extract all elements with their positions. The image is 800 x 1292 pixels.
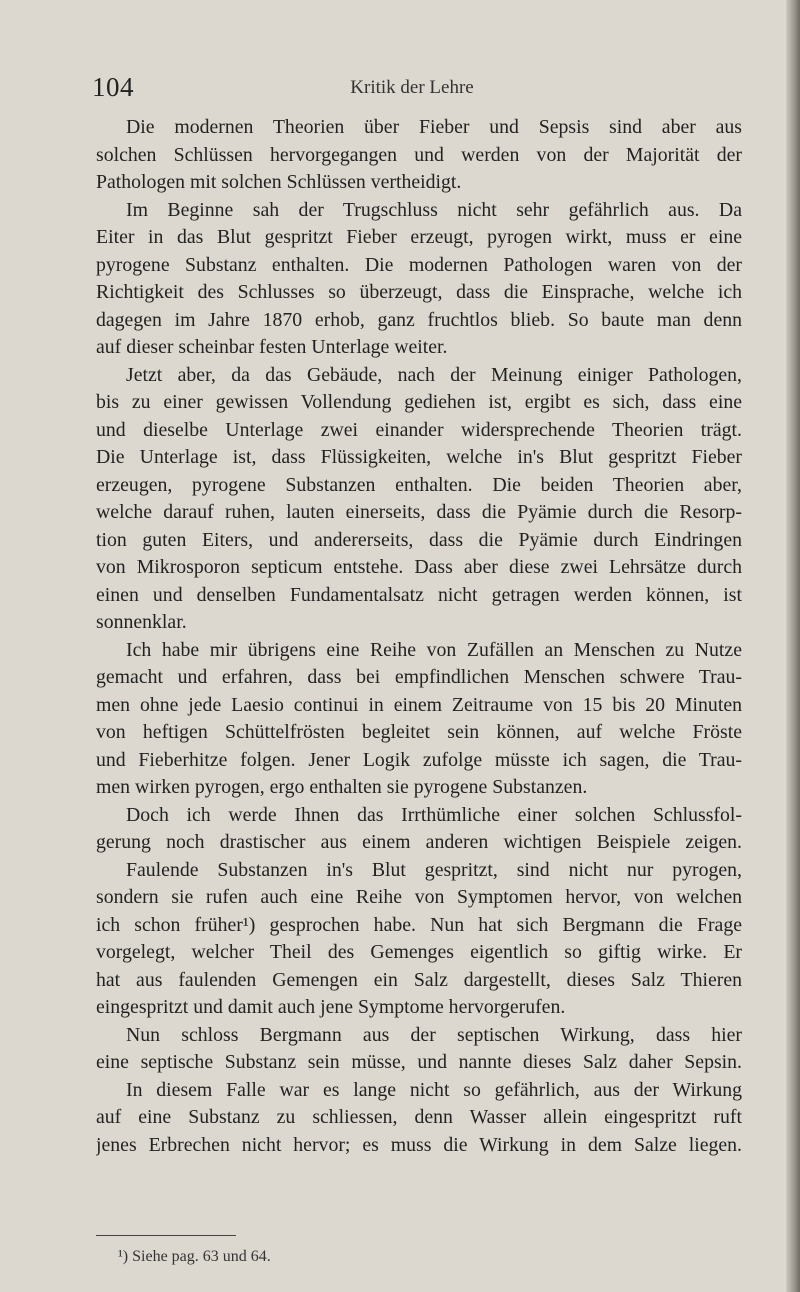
text-line: Die Unterlage ist, dass Flüssigkeiten, welche in's Blut gespritzt Fieber: [96, 446, 742, 468]
body-text: [96, 114, 742, 1159]
text-line: von Mikrosporon septicum entstehe. Dass aber diese zwei Lehrsätze durch: [96, 556, 742, 578]
text-line: hat aus faulenden Gemengen ein Salz dargestellt, dieses Salz Thieren: [96, 968, 742, 991]
text-line: Im Beginne sah der Trugschluss nicht sehr gefährlich aus. Da: [126, 198, 742, 221]
text-line: men ohne jede Laesio continui in einem Zeitraume von 15 bis 20 Minuten: [96, 693, 742, 716]
text-line: ich schon früher¹) gesprochen habe. Nun hat sich Bergmann die Frage: [96, 913, 742, 936]
text-line: Faulende Substanzen in's Blut gespritzt, sind nicht nur pyrogen,: [126, 858, 742, 881]
text-line: dagegen im Jahre 1870 erhob, ganz fruchtlos blieb. So baute man denn: [96, 308, 742, 331]
text-line: men wirken pyrogen, ergo enthalten sie pyrogene Substanzen.: [96, 776, 588, 798]
text-line: einen und denselben Fundamentalsatz nicht getragen werden können, ist: [96, 583, 742, 606]
text-line: tion guten Eiters, und andererseits, dass die Pyämie durch Eindringen: [96, 528, 742, 551]
text-line: jenes Erbrechen nicht hervor; es muss die Wirkung in dem Salze liegen.: [96, 1133, 742, 1156]
text-line: und dieselbe Unterlage zwei einander widersprechende Theorien trägt.: [96, 418, 742, 441]
text-line: sondern sie rufen auch eine Reihe von Symptomen hervor, von welchen: [96, 886, 742, 908]
text-line: erzeugen, pyrogene Substanzen enthalten. Die beiden Theorien aber,: [96, 473, 742, 496]
text-line: eine septische Substanz sein müsse, und nannte dieses Salz daher Sepsin.: [96, 1051, 742, 1073]
text-line: Eiter in das Blut gespritzt Fieber erzeugt, pyrogen wirkt, muss er eine: [96, 226, 742, 248]
text-line: Nun schloss Bergmann aus der septischen Wirkung, dass hier: [126, 1023, 742, 1046]
text-line: Richtigkeit des Schlusses so überzeugt, dass die Einsprache, welche ich: [96, 281, 742, 303]
text-line: Pathologen mit solchen Schlüssen vertheidigt.: [96, 171, 462, 193]
text-line: In diesem Falle war es lange nicht so gefährlich, aus der Wirkung: [126, 1078, 742, 1101]
text-line: auf eine Substanz zu schliessen, denn Wasser allein eingespritzt ruft: [96, 1106, 742, 1128]
footnote-rule: [96, 1235, 236, 1236]
running-title: Kritik der Lehre: [350, 77, 474, 98]
text-line: sonnenklar.: [96, 611, 187, 633]
page-edge-shadow: [786, 0, 800, 1292]
text-line: Jetzt aber, da das Gebäude, nach der Meinung einiger Pathologen,: [126, 363, 742, 386]
text-line: gerung noch drastischer aus einem anderen wichtigen Beispiele zeigen.: [96, 831, 742, 853]
text-line: vorgelegt, welcher Theil des Gemenges eigentlich so giftig wirke. Er: [96, 941, 742, 963]
footnote: ¹) Siehe pag. 63 und 64.: [118, 1248, 271, 1265]
page-header: [92, 72, 732, 102]
text-line: Ich habe mir übrigens eine Reihe von Zufällen an Menschen zu Nutze: [126, 638, 742, 661]
text-line: bis zu einer gewissen Vollendung gediehen ist, ergibt es sich, dass eine: [96, 391, 742, 413]
text-line: pyrogene Substanz enthalten. Die modernen Pathologen waren von der: [96, 253, 742, 276]
text-line: und Fieberhitze folgen. Jener Logik zufolge müsste ich sagen, die Trau-: [96, 748, 742, 771]
text-line: solchen Schlüssen hervorgegangen und werden von der Majorität der: [96, 143, 742, 166]
text-line: auf dieser scheinbar festen Unterlage weiter.: [96, 336, 448, 358]
text-line: Die modernen Theorien über Fieber und Sepsis sind aber aus: [126, 116, 742, 138]
text-line: eingespritzt und damit auch jene Symptome hervorgerufen.: [96, 996, 566, 1018]
page-number: 104: [92, 72, 134, 102]
text-line: gemacht und erfahren, dass bei empfindlichen Menschen schwere Trau-: [96, 666, 742, 688]
text-line: Doch ich werde Ihnen das Irrthümliche einer solchen Schlussfol-: [126, 803, 742, 826]
text-line: von heftigen Schüttelfrösten begleitet sein können, auf welche Fröste: [96, 721, 742, 743]
text-line: welche darauf ruhen, lauten einerseits, dass die Pyämie durch die Resorp-: [96, 501, 742, 523]
